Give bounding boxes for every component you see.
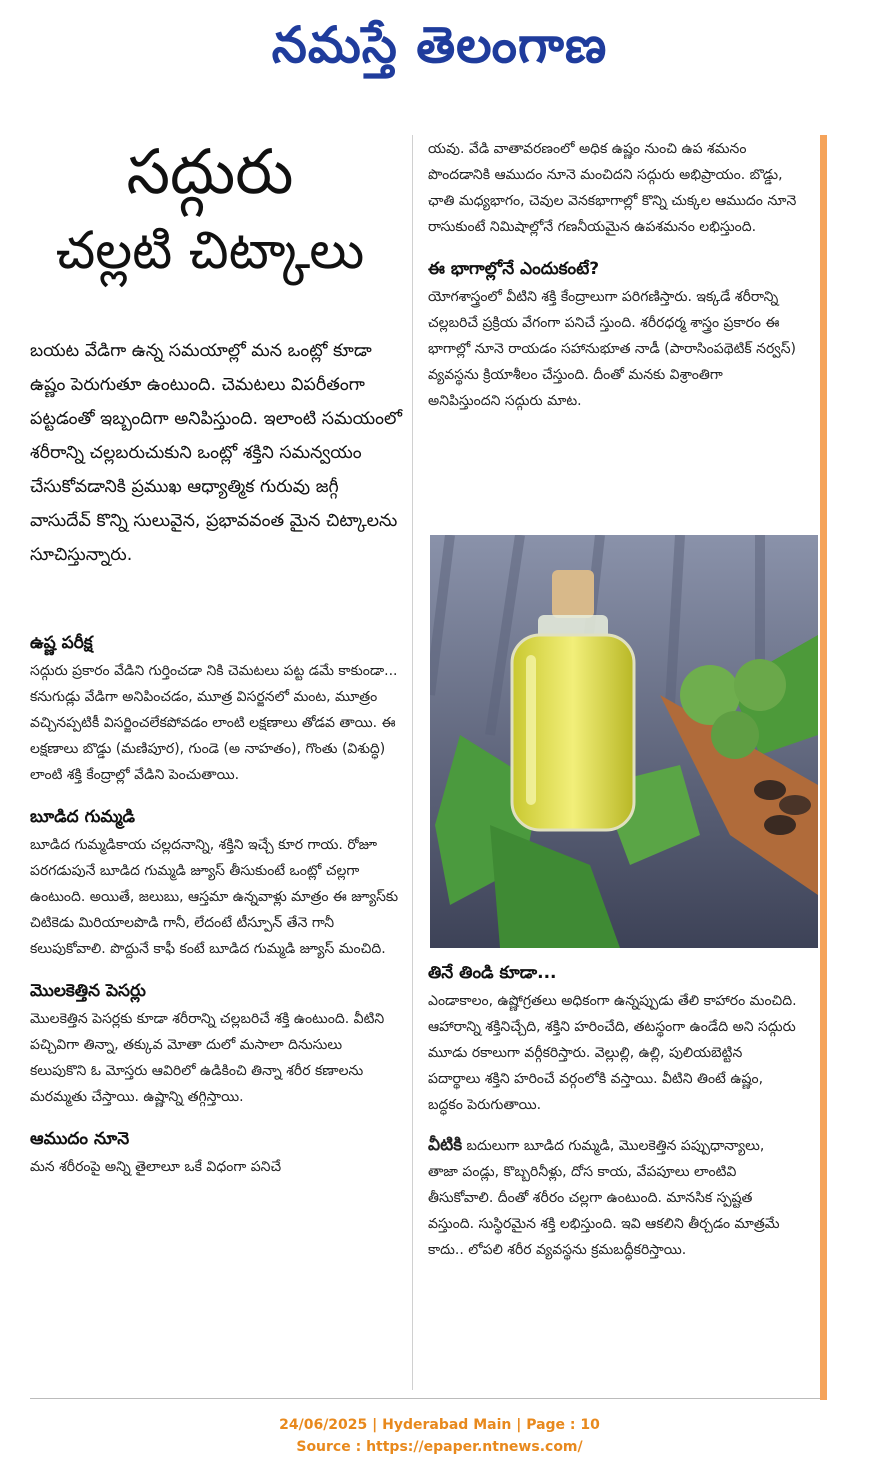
footer-dateline: 24/06/2025 | Hyderabad Main | Page : 10 — [279, 1417, 600, 1433]
section-sprouts — [30, 976, 400, 1110]
section-heading: తినే తిండి కూడా... — [428, 963, 557, 983]
left-column — [30, 628, 400, 1180]
castor-oil-illustration — [430, 535, 818, 948]
closing-text: బదులుగా బూడిద గుమ్మడి, మొలకెత్తిన పప్పుధాన్యాలు, తాజా పండ్లు, కొబ్బరినీళ్లు, దోస కాయ, వేపపూలు లాంటివి తీసుకోవాలి. దీంతో శరీరం చల్లగా ఉంటుంది. మానసిక స్పష్టత వస్తుంది. సుస్థిరమైన శక్తి లభిస్తుంది. ఇవి ఆకలిని తీర్చడం మాత్రమే కాదు.. లోపలి శరీర వ్యవస్థను క్రమబద్ధీకరిస్తాయి. — [428, 1138, 780, 1258]
right-column-lower — [428, 958, 798, 1263]
section-heading: ఆముదం నూనె — [30, 1129, 130, 1149]
section-text: యోగశాస్త్రంలో వీటిని శక్తి కేంద్రాలుగా పరిగణిస్తారు. ఇక్కడే శరీరాన్ని చల్లబరిచే ప్రక్రియ వేగంగా పనిచే స్తుంది. శరీరధర్మ శాస్త్రం ప్రకారం ఈ భాగాల్లో నూనె రాయడం సహానుభూత నాడీ (పారాసింపథెటిక్ నర్వస్) వ్యవస్థను క్రియాశీలం చేస్తుంది. దీంతో మనకు విశ్రాంతిగా అనిపిస్తుందని సద్గురు మాట. — [428, 289, 797, 409]
footer-rule — [30, 1398, 820, 1399]
intro-paragraph: బయట వేడిగా ఉన్న సమయాల్లో మన ఒంట్లో కూడా ఉష్ణం పెరుగుతూ ఉంటుంది. చెమటలు విపరీతంగా పట్టడంతో ఇబ్బందిగా అనిపిస్తుంది. ఇలాంటి సమయంలో శరీరాన్ని చల్లబరుచుకుని ఒంట్లో శక్తిని సమన్వయం చేసుకోవడానికి ప్రముఖ ఆధ్యాత్మిక గురువు జగ్గీ వాసుదేవ్ కొన్ని సులువైన, ప్రభావవంత మైన చిట్కాలను సూచిస్తున్నారు. — [30, 341, 402, 565]
section-heading: ఈ భాగాల్లోనే ఎందుకంటే? — [428, 259, 600, 279]
continued-text: యవు. వేడి వాతావరణంలో అధిక ఉష్ణం నుంచి ఉప శమనం పొందడానికి ఆముదం నూనె మంచిదని సద్గురు అభిప్రాయం. బొడ్డు, ఛాతి మధ్యభాగం, చెవుల వెనకభాగాల్లో కొన్ని చుక్కల ఆముదం నూనె రాసుకుంటే నిమిషాల్లోనే గణనీయమైన ఉపశమనం లభిస్తుంది. — [428, 141, 797, 235]
closing-paragraph — [428, 1132, 798, 1263]
footer-source-link[interactable]: Source : https://epaper.ntnews.com/ — [296, 1439, 583, 1455]
castor-oil-photo — [430, 535, 818, 948]
section-heading: ఉష్ణ పరీక్ష — [30, 633, 93, 653]
section-heat-test — [30, 628, 400, 788]
right-column — [428, 136, 798, 414]
section-heading: బూడిద గుమ్మడి — [30, 807, 135, 827]
section-text: మన శరీరంపై అన్ని తైలాలూ ఒకే విధంగా పనిచే — [30, 1159, 282, 1175]
headline-line-2: చల్లటి చిట్కాలు — [55, 221, 365, 281]
section-food-too — [428, 958, 798, 1118]
section-text: బూడిద గుమ్మడికాయ చల్లదనాన్ని, శక్తిని ఇచ్చే కూర గాయ. రోజూ పరగడుపునే బూడిద గుమ్మడి జ్యూస్ తీసుకుంటే ఒంట్లో చల్లగా ఉంటుంది. అయితే, జలుబు, ఆస్తమా ఉన్నవాళ్లు మాత్రం ఈ జ్యూస్‌కు చిటికెడు మిరియాలపొడి గానీ, లేదంటే టీస్పూన్ తేనె గానీ కలుపుకోవాలి. పొద్దునే కాఫీ కంటే బూడిద గుమ్మడి జ్యూస్ మంచిది. — [30, 837, 399, 957]
closing-lead: వీటికి — [428, 1135, 463, 1155]
section-ash-gourd — [30, 802, 400, 962]
section-text: మొలకెత్తిన పెసర్లకు కూడా శరీరాన్ని చల్లబరిచే శక్తి ఉంటుంది. వీటిని పచ్చివిగా తిన్నా, తక్కువ మోతా దులో మసాలా దినుసులు కలుపుకొని ఓ మోస్తరు ఆవిరిలో ఉడికించి తిన్నా శరీర కణాలను మరమ్మతు చేస్తాయి. ఉష్ణాన్ని తగ్గిస్తాయి. — [30, 1011, 385, 1105]
section-why-these-parts — [428, 254, 798, 414]
headline — [20, 130, 400, 288]
newspaper-logo: నమస్తే తెలంగాణ — [271, 16, 608, 74]
section-text: సద్గురు ప్రకారం వేడిని గుర్తించడా నికి చెమటలు పట్ట డమే కాకుండా... కనుగుడ్లు వేడిగా అనిపించడం, మూత్ర విసర్జనలో మంట, మూత్రం వచ్చినప్పటికీ విసర్జించలేకపోవడం లాంటి లక్షణాలు తోడవ తాయి. ఈ లక్షణాలు బొడ్డు (మణిపూర), గుండె (అ నాహతం), గొంతు (విశుద్ధి) లాంటి శక్తి కేంద్రాల్లో వేడిని పెంచుతాయి. — [30, 663, 398, 783]
accent-bar — [820, 135, 827, 1400]
column-divider — [412, 135, 413, 1390]
footer — [0, 1414, 879, 1458]
section-castor-oil — [30, 1124, 400, 1180]
masthead — [0, 0, 879, 95]
section-heading: మొలకెత్తిన పెసర్లు — [30, 981, 146, 1001]
section-text: ఎండాకాలం, ఉష్ణోగ్రతలు అధికంగా ఉన్నప్పుడు తేలి కాహారం మంచిది. ఆహారాన్ని శక్తినిచ్చేది, శక్తిని హరించేది, తటస్థంగా ఉండేది అని సద్గురు మూడు రకాలుగా వర్గీకరిస్తారు. వెల్లుల్లి, ఉల్లి, పులియబెట్టిన పదార్థాలు శక్తిని హరించే వర్గంలోకి వస్తాయి. వీటిని తింటే ఉష్ణం, బద్ధకం పెరుగుతాయి. — [428, 993, 797, 1113]
headline-line-1: సద్గురు — [126, 135, 294, 208]
